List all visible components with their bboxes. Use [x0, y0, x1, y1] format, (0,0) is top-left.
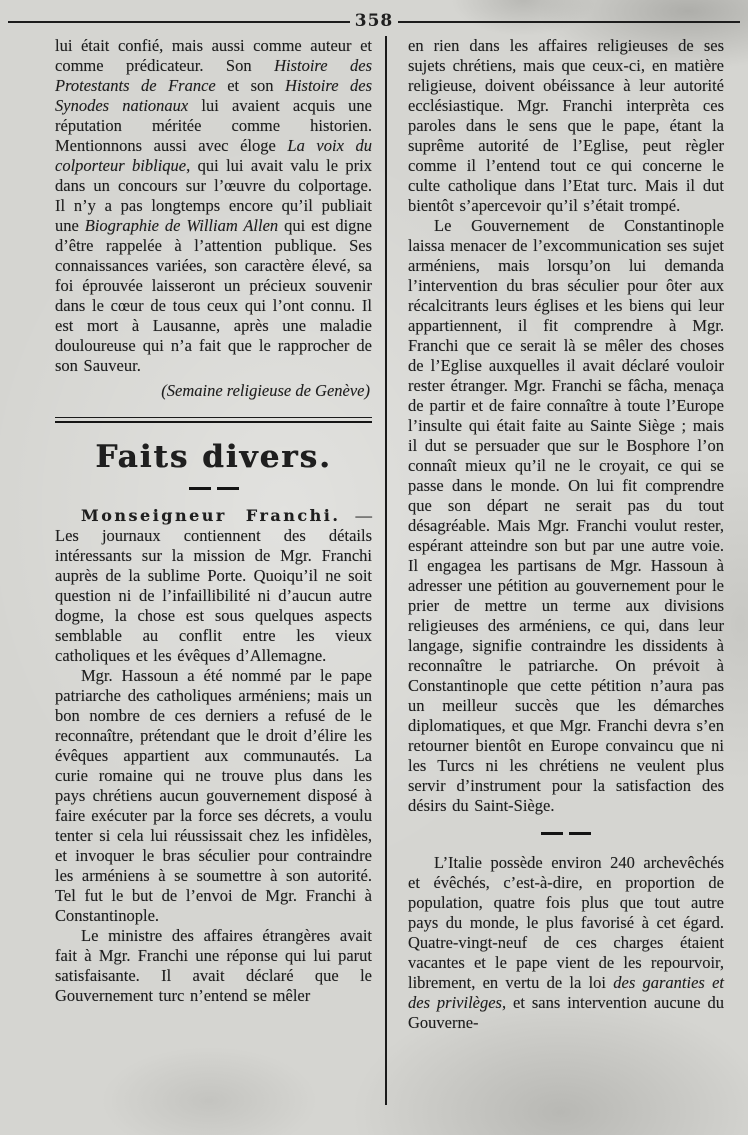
text-segment: L’Italie possède environ 240 archevêchés et évêchés, c’est-à-dire, en proportion de population, quatre fois plus que tout autre pays du monde, le plus favorisé à cet égard. Quatre-vingt-neuf de ces charges étaient vacantes et le pape vient de les repourvoir, librement, en vertu de la loi [408, 853, 724, 992]
source-attribution: (Semaine religieuse de Genève) [161, 381, 370, 400]
text-segment: Le Gouvernement de Constantinople laissa menacer de l’excommunication ses sujet arméniens, mais lorsqu’on lui demanda l’intervention du bras séculier pour ôter aux récalcitrants leurs églises et les biens qui leur appartiennent, il fit comprendre à Mgr. Franchi que ce serait là se mêler des choses de l’Eglise auxquelles il avait déclaré vouloir rester étranger. Mgr. Franchi se fâcha, menaça de partir et de faire connaître à toute l’Europe l’insulte qui était faite au Sainte Siège ; mais il dut se persuader que sur le Bosphore l’on connaît mieux qu’il ne le croyait, ce qui se passe dans le monde. On lui fit comprendre que son départ ne serait pas du tout désagréable. Mais Mgr. Franchi voulut rester, espérant atteindre son but par une autre voie. Il engagea les partisans de Mgr. Hassoun à adresser une pétition au gouvernement pour le prier de mettre un terme aux divisions religieuses des arméniens, ce qui, dans leur langage, signifie contraindre les dissidents à reconnaître le patriarche. On prévoit à Constantinople que cette pétition n’aura pas un meilleur succès que les démarches diplomatiques, et que Mgr. Franchi devra s’en retourner bientôt en Europe convaincu que ni les Turcs ni les chrétiens ne veulent plus servir d’instrument pour la satisfaction des désirs du Saint-Siège. [408, 216, 724, 815]
obituary-paragraph [55, 36, 372, 376]
text-segment: en rien dans les affaires religieuses de ses sujets chrétiens, mais que ceux-ci, en matière religieuse, doivent obéissance à leur autorité ecclésiastique. Mgr. Franchi interprèta ces paroles dans le sens que le pape, étant la suprême autorité de l’Eglise, peut règler comme il l’entend tout ce qui concerne le culte catholique dans l’Etat turc. Mais il dut bientôt s’apercevoir qu’il s’était trompé. [408, 36, 724, 215]
text-segment: — Les journaux contiennent des détails intéressants sur la mission de Mgr. Franchi auprès de la sublime Porte. Quoiqu’il ne soit question ni de l’infaillibilité ni d’aucun autre dogme, la chose est sous quelques aspects semblable au conflit entre les vieux catholiques et les évêques d’Allemagne. [55, 506, 372, 665]
italic-text-segment: des garanties et des privilèges [408, 973, 724, 1012]
text-segment: Mgr. Hassoun a été nommé par le pape patriarche des catholiques arméniens; mais un bon nombre de ces derniers a refusé de le reconnaître, prétendant que le droit d’élire les évêques appartient aux communautés. La curie romaine qui ne trouve plus dans les pays chrétiens aucun gouvernement disposé à faire exécuter par la force ses décrets, a voulu tenter si cela lui réussissait chez les infidèles, et invoquer le bras séculier pour contraindre les arméniens à se soumettre à son autorité. Tel fut le but de l’envoi de Mgr. Franchi à Constantinople. [55, 666, 372, 925]
left-column [55, 36, 372, 1113]
text-segment: lui avaient acquis une réputation méritée comme historien. Mentionnons aussi avec éloge [55, 96, 372, 155]
franchi-continuation-paragraph-1 [408, 36, 724, 216]
dash-separator [541, 832, 591, 835]
text-segment: qui est digne d’être rappelée à l’attention publique. Ses connaissances variées, son caractère élevé, sa foi éprouvée laisseront un précieux souvenir dans le cœur de tous ceux qui l’ont connu. Il est mort à Lausanne, après une maladie douloureuse qui n’a fait que le rapprocher de son Sauveur. [55, 216, 372, 375]
text-segment: Le ministre des affaires étrangères avait fait à Mgr. Franchi une réponse qui lui parut satisfaisante. Il avait déclaré que le Gouvernement turc n’entend se mêler [55, 926, 372, 1005]
section-title: Faits divers. [95, 439, 332, 475]
page-number: 358 [354, 11, 394, 31]
dash-separator [189, 487, 239, 490]
italic-text-segment: Histoire des Protestants de France [55, 56, 372, 95]
italic-text-segment: Biographie de William Allen [84, 216, 279, 235]
text-segment: et son [215, 76, 286, 95]
franchi-continuation-paragraph-2 [408, 216, 724, 816]
header-rule-left [8, 21, 350, 23]
franchi-paragraph-1 [55, 506, 372, 666]
text-segment: , et sans intervention aucune du Gouverne- [408, 993, 724, 1032]
section-divider-rule [55, 417, 372, 423]
column-divider-rule [385, 36, 387, 1105]
right-column [408, 36, 724, 1113]
text-segment: lui était confié, mais aussi comme auteur et comme prédicateur. Son [55, 36, 372, 75]
italic-text-segment: Histoire des Synodes nationaux [55, 76, 372, 115]
page-header [8, 13, 740, 30]
italic-text-segment: La voix du colporteur biblique [55, 136, 372, 175]
franchi-paragraph-3 [55, 926, 372, 1006]
text-segment: , qui lui avait valu le prix dans un concours sur l’œuvre du colportage. Il n’y a pas longtemps encore qu’il publiait une [55, 156, 373, 235]
franchi-paragraph-2 [55, 666, 372, 926]
article-run-in-heading: Monseigneur Franchi. [81, 506, 341, 525]
header-rule-right [398, 21, 740, 23]
italy-paragraph [408, 853, 724, 1033]
text-columns [55, 36, 724, 1113]
